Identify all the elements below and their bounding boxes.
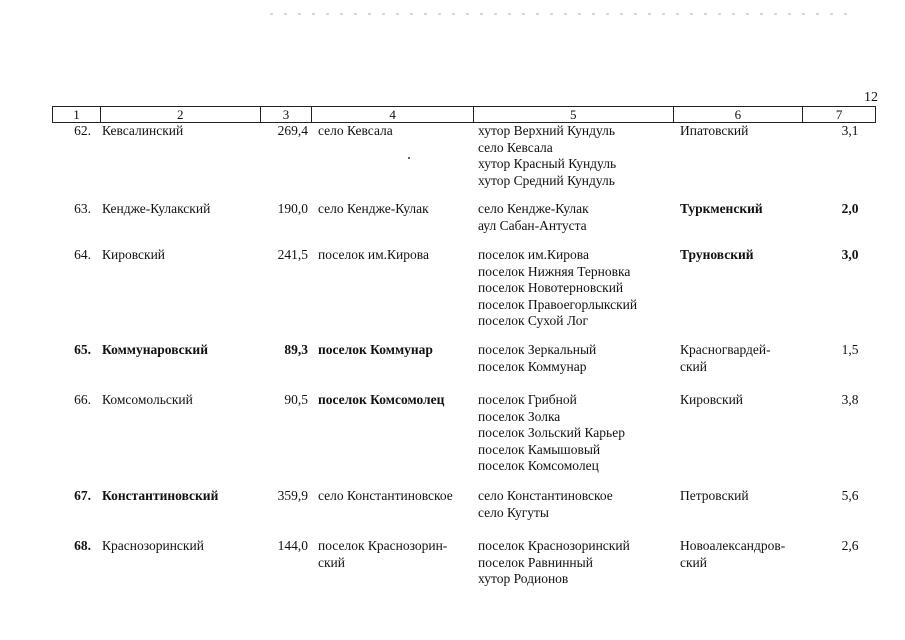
table-row bbox=[52, 201, 876, 247]
table-row bbox=[52, 488, 876, 538]
settlement-item: село Кевсала bbox=[478, 139, 553, 155]
municipality-name: Коммунаровский bbox=[102, 342, 208, 357]
table-row bbox=[52, 247, 876, 342]
row-number: 62. bbox=[74, 123, 91, 138]
area-value: 269,4 bbox=[277, 123, 308, 138]
district-name bbox=[674, 123, 802, 140]
center-line: поселок Коммунар bbox=[318, 342, 433, 357]
row-number: 65. bbox=[74, 342, 91, 357]
settlements-list bbox=[472, 201, 674, 234]
settlement-item: поселок Новотерновский bbox=[478, 280, 624, 295]
center-line: село Константиновское bbox=[318, 488, 453, 503]
district-line: Кировский bbox=[680, 392, 744, 407]
settlement-item: поселок Зольский Карьер bbox=[478, 425, 625, 440]
settlement-item: поселок Грибной bbox=[478, 392, 577, 407]
administrative-center bbox=[310, 123, 472, 140]
settlement-item: село Кугуты bbox=[478, 504, 550, 520]
settlement-item: хутор Красный Кундуль bbox=[478, 156, 617, 171]
district-line: ский bbox=[680, 358, 707, 374]
district-name bbox=[674, 538, 802, 571]
settlement-item: поселок Коммунар bbox=[478, 358, 587, 374]
center-line: поселок Краснозорин- bbox=[318, 538, 448, 553]
row-number: 64. bbox=[74, 247, 91, 262]
table-row bbox=[52, 538, 876, 608]
column-header-5: 5 bbox=[474, 107, 674, 122]
row-number: 66. bbox=[74, 392, 91, 407]
settlement-item: поселок им.Кирова bbox=[478, 247, 589, 262]
center-line: ский bbox=[318, 554, 345, 570]
district-line: Труновский bbox=[680, 247, 754, 262]
area-value: 359,9 bbox=[277, 488, 308, 503]
municipality-name: Кендже-Кулакский bbox=[102, 201, 211, 216]
municipality-name: Краснозоринский bbox=[102, 538, 204, 553]
administrative-center bbox=[310, 247, 472, 264]
administrative-center bbox=[310, 392, 472, 409]
settlements-list bbox=[472, 538, 674, 588]
area-value: 90,5 bbox=[284, 392, 308, 407]
settlement-item: поселок Правоегорлыкский bbox=[478, 296, 638, 312]
district-line: Туркменский bbox=[680, 201, 763, 216]
district-name bbox=[674, 392, 802, 409]
settlements-list bbox=[472, 488, 674, 521]
table-body bbox=[52, 123, 876, 608]
settlement-item: село Константиновское bbox=[478, 488, 613, 503]
settlement-item: село Кендже-Кулак bbox=[478, 201, 589, 216]
table-row bbox=[52, 123, 876, 201]
column-header-2: 2 bbox=[101, 107, 261, 122]
column-number-header bbox=[52, 106, 876, 123]
value-cell: 3,0 bbox=[841, 247, 859, 262]
district-line: Красногвардей- bbox=[680, 342, 771, 357]
column-header-4: 4 bbox=[312, 107, 474, 122]
column-header-6: 6 bbox=[674, 107, 804, 122]
district-name bbox=[674, 342, 802, 375]
scan-noise bbox=[270, 13, 850, 15]
value-cell: 3,1 bbox=[841, 123, 859, 138]
municipality-name: Кировский bbox=[102, 247, 166, 262]
settlements-list bbox=[472, 342, 674, 375]
district-line: Новоалександров- bbox=[680, 538, 786, 553]
district-line: Ипатовский bbox=[680, 123, 749, 138]
center-line: поселок Комсомолец bbox=[318, 392, 445, 407]
center-line: поселок им.Кирова bbox=[318, 247, 429, 262]
district-name bbox=[674, 488, 802, 505]
settlement-item: хутор Верхний Кундуль bbox=[478, 123, 616, 138]
row-number: 63. bbox=[74, 201, 91, 216]
district-name bbox=[674, 247, 802, 264]
settlement-item: поселок Камышовый bbox=[478, 441, 601, 457]
municipality-name: Кевсалинский bbox=[102, 123, 184, 138]
area-value: 190,0 bbox=[277, 201, 308, 216]
center-line: село Кендже-Кулак bbox=[318, 201, 429, 216]
settlement-item: поселок Комсомолец bbox=[478, 458, 599, 473]
settlements-list bbox=[472, 247, 674, 330]
settlement-item: аул Сабан-Антуста bbox=[478, 217, 587, 233]
settlement-item: поселок Сухой Лог bbox=[478, 313, 588, 328]
settlements-list bbox=[472, 392, 674, 475]
administrative-center bbox=[310, 342, 472, 359]
settlement-item: поселок Зеркальный bbox=[478, 342, 597, 357]
administrative-center bbox=[310, 201, 472, 218]
settlements-list bbox=[472, 123, 674, 189]
municipality-name: Константиновский bbox=[102, 488, 219, 503]
scan-speck bbox=[408, 157, 410, 159]
settlement-item: поселок Нижняя Терновка bbox=[478, 263, 631, 279]
district-name bbox=[674, 201, 802, 218]
area-value: 241,5 bbox=[277, 247, 308, 262]
district-line: Петровский bbox=[680, 488, 749, 503]
municipality-name: Комсомольский bbox=[102, 392, 193, 407]
value-cell: 5,6 bbox=[841, 488, 859, 503]
administrative-center bbox=[310, 488, 472, 505]
value-cell: 3,8 bbox=[841, 392, 859, 407]
settlement-item: поселок Краснозоринский bbox=[478, 538, 630, 553]
column-header-3: 3 bbox=[261, 107, 313, 122]
row-number: 67. bbox=[74, 488, 91, 503]
table-row bbox=[52, 342, 876, 392]
table-row bbox=[52, 392, 876, 488]
column-header-7: 7 bbox=[835, 107, 843, 122]
settlement-item: хутор Родионов bbox=[478, 571, 569, 586]
page-number: 12 bbox=[864, 90, 878, 105]
settlement-item: поселок Золка bbox=[478, 408, 561, 424]
value-cell: 1,5 bbox=[841, 342, 859, 357]
district-line: ский bbox=[680, 554, 707, 570]
administrative-center bbox=[310, 538, 472, 571]
settlement-item: поселок Равнинный bbox=[478, 554, 593, 570]
row-number: 68. bbox=[74, 538, 91, 553]
area-value: 89,3 bbox=[284, 342, 308, 357]
center-line: село Кевсала bbox=[318, 123, 393, 138]
value-cell: 2,0 bbox=[841, 201, 859, 216]
area-value: 144,0 bbox=[277, 538, 308, 553]
column-header-1: 1 bbox=[53, 107, 101, 122]
value-cell: 2,6 bbox=[841, 538, 859, 553]
settlement-item: хутор Средний Кундуль bbox=[478, 172, 615, 188]
